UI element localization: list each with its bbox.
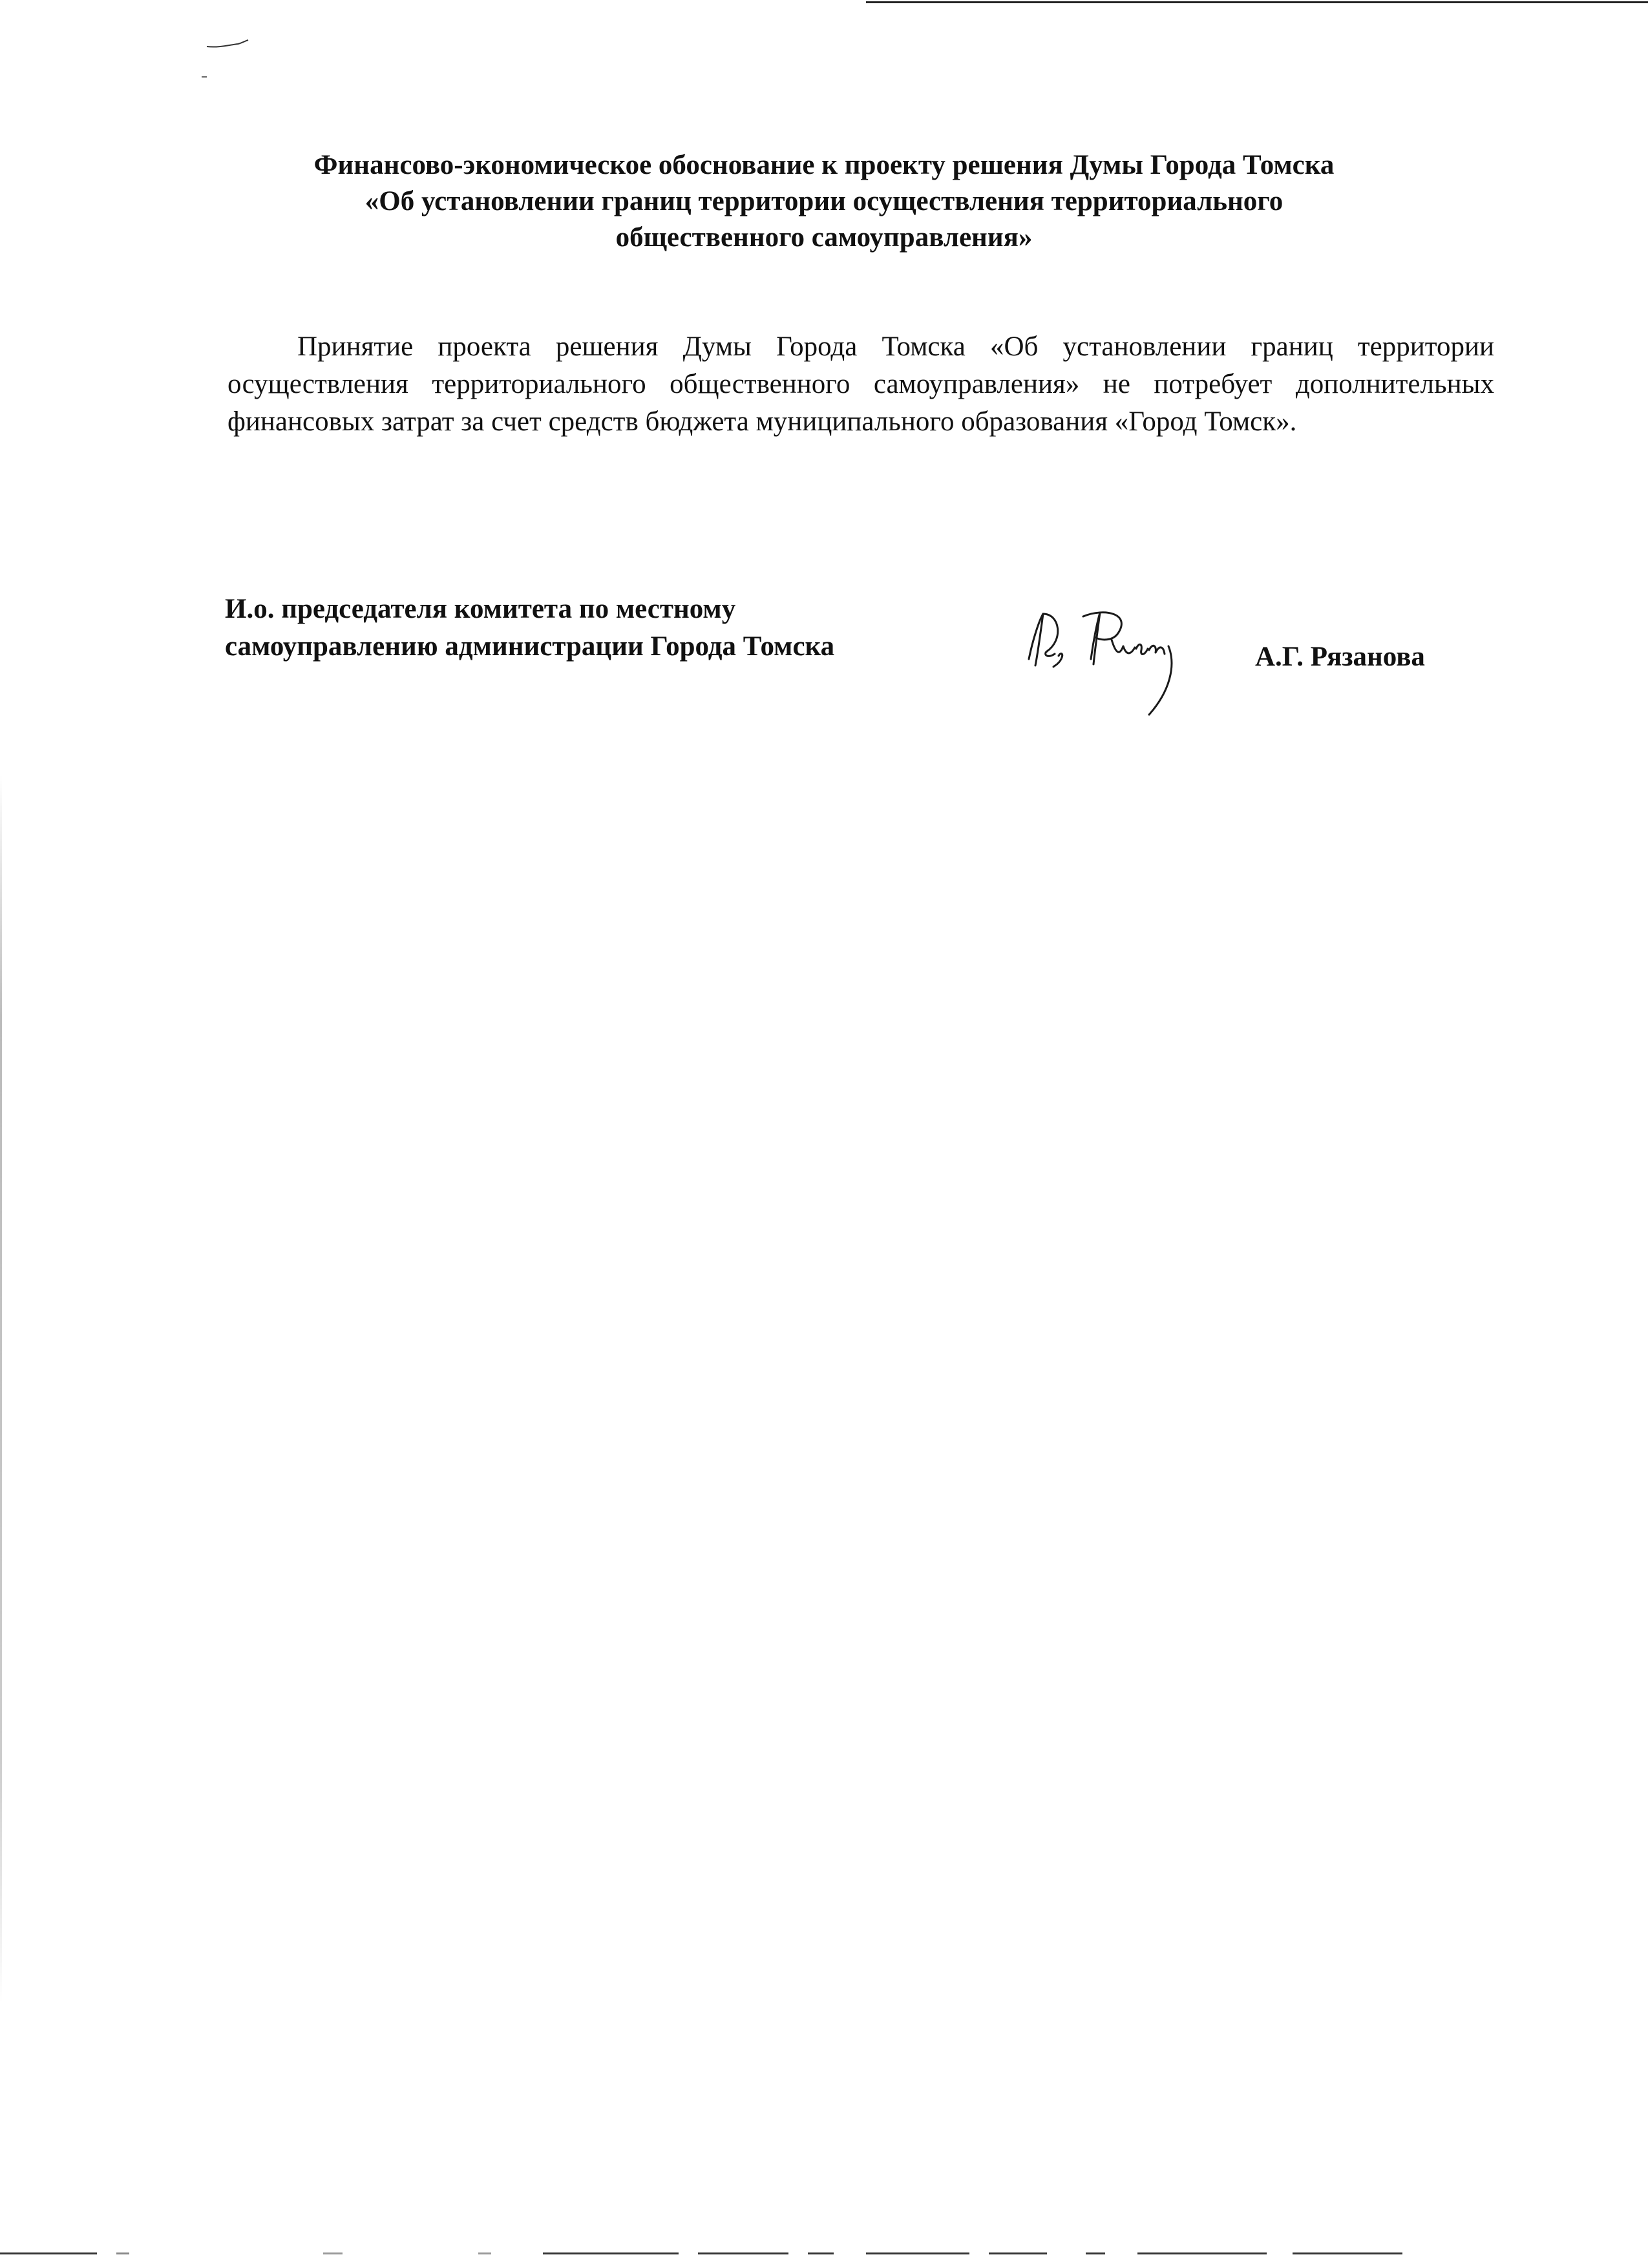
scan-artifact-edge	[0, 775, 2, 2003]
title-line: Финансово-экономическое обоснование к проекту решения Думы Города Томска	[313, 150, 1335, 180]
scan-artifact-mark	[206, 37, 251, 50]
scan-artifact-bottom	[0, 2252, 1648, 2259]
signatory-position	[225, 591, 834, 666]
scan-artifact-dot	[202, 76, 207, 78]
document-title	[213, 147, 1435, 256]
scan-artifact-line	[866, 1, 1648, 3]
signatory-position-line: самоуправлению администрации Города Томска	[225, 631, 835, 662]
signatory-position-line: И.о. председателя комитета по местному	[225, 594, 736, 624]
handwritten-signature	[1021, 594, 1215, 724]
body-paragraph: Принятие проекта решения Думы Города Томска «Об установлении границ территории осуществления территориального общественного самоуправления» не потребует дополнительных финансовых затрат за счет средств бюджета муниципального образования «Город Томск».	[227, 331, 1494, 437]
signatory-name: А.Г. Рязанова	[1255, 642, 1425, 672]
title-line: общественного самоуправления»	[615, 222, 1033, 253]
title-line: «Об установлении границ территории осуществления территориального	[364, 186, 1284, 216]
